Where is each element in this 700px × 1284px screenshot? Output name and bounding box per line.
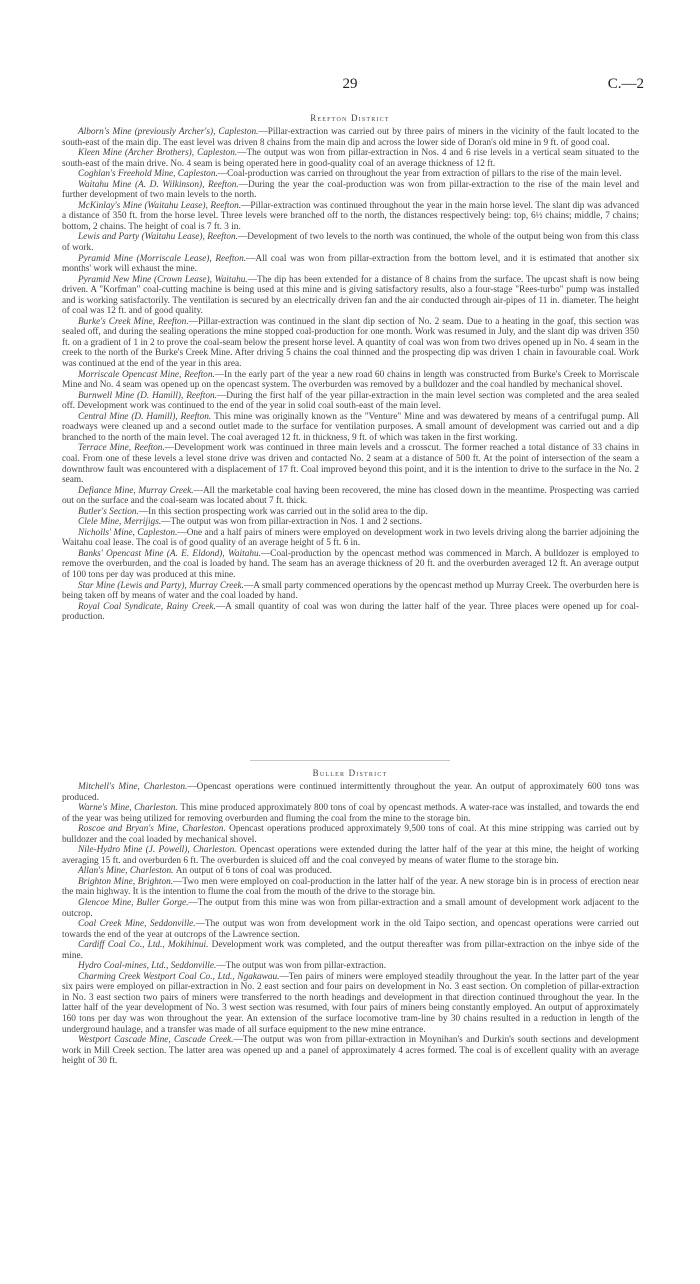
paragraph-text: —Ten pairs of miners were employed steadily throughout the year. In the latter part of the year six pairs were employed on pillar-extraction in No. 2 east section and four pairs on development in No. 3 east section. On completion of pillar-extraction in No. 3 east section two pairs of miners were transferred to the north headings and development in that direction continued throughout the year. In the latter half of the year development of No. 3 west section was resumed, with four pairs of miners being constantly employed. An output of approximately 160 tons per day was won throughout the year. An extension of the surface locomotive tram-line by 30 chains resulted in a reduction in length of the underground haulage, and a transfer was made of all surface equipment to the new mine entrance. [62,971,639,1035]
mine-name: Cardiff Coal Co., Ltd., Mokihinui. [78,940,212,951]
paragraph-text: —One and a half pairs of miners were employed on development work in two levels driving along the barrier adjoining the Waitahu coal lease. The coal is of good quality of an average height of 5 ft. 6 in. [62,527,639,549]
paragraph-text: Opencast operations produced approximately 9,500 tons of coal. At this mine stripping was carried out by bulldozer and the coal loaded by mechanical shovel. [62,824,639,845]
paragraph [62,549,639,581]
mine-name: Burke's Creek Mine, Reefton. [78,316,189,327]
mine-name: Nicholls' Mine, Capleston. [78,527,178,538]
mine-name: Pyramid New Mine (Crown Lease), Waitahu. [78,274,248,285]
paragraph [62,581,639,602]
mine-name: Charming Creek Westport Coal Co., Ltd., Ngakawau. [78,971,280,982]
paragraph-text: —All coal was won from pillar-extraction from the bottom level, and it is estimated that another six months' work will exhaust the mine. [62,253,639,275]
paragraph-text: —The output from this mine was won from pillar-extraction and a small amount of development work adjacent to the outcrop. [62,898,639,919]
paragraph [62,317,639,370]
mine-name: Alborn's Mine (previously Archer's), Capleston. [78,127,259,137]
paragraph-text: This mine produced approximately 800 tons of coal by opencast methods. A water-race was installed, and towards the end of the year was being utilized for removing overburden and fluming the coal from the mine to the storage bin. [62,803,639,824]
section-body-reefton [62,127,639,623]
paragraph-text: —A small party commenced operations by the opencast method up Murray Creek. The overburden here is being taken off by means of water and the coal loaded by hand. [62,580,639,602]
paragraph-text: —Coal-production by the opencast method was commenced in March. A bulldozer is employed to remove the overburden, and the coal is loaded by hand. The seam has an average thickness of 20 ft. and the overburden averaged 12 ft. An average output of 100 tons per day was produced at this mine. [62,548,639,580]
mine-name: Nile-Hydro Mine (J. Powell), Charleston. [78,845,240,856]
paragraph [62,972,639,1035]
paragraph-text: —The output was won from pillar-extraction in Nos. 4 and 6 rise levels in a vertical seam situated to the south-east of the main drive. No. 4 seam is being operated here in good-quality coal of an average thickness of 12 ft. [62,148,639,169]
paragraph-text: —Development of two levels to the north was continued, the whole of the output being won from this class of work. [62,232,639,254]
paragraph-text: —During the first half of the year pillar-extraction in the main level section was completed and the area sealed off. Development work was continued to the end of the year in solid coal south-east of the main level. [62,390,639,412]
mine-name: Kleen Mine (Archer Brothers), Capleston. [78,148,238,159]
paragraph-text: —In the early part of the year a new road 60 chains in length was constructed from Burke's Creek to Morriscale Mine and No. 4 seam was opened up on the opencast system. The overburden was removed by a bulldozer and the coal handled by mechanical shovel. [62,369,639,391]
mine-name: Coghlan's Freehold Mine, Capleston. [78,169,218,180]
mine-name: Royal Coal Syndicate, Rainy Creek. [78,601,216,612]
paragraph [62,961,639,972]
section-heading-reefton: Reefton District [310,113,390,123]
paragraph-text: This mine was originally known as the "Venture" Mine and was dewatered by means of a centrifugal pump. All roadways were cleaned up and a second outlet made to the surface for ventilation purposes. A small amount of development was carried out and a dip branched to the north of the main level. The coal averaged 12 ft. in thickness, 9 ft. of which was taken in the first working. [62,411,639,443]
mine-name: Hydro Coal-mines, Ltd., Seddonville. [78,961,217,972]
section-heading-buller: Buller District [312,768,388,778]
mine-name: Morriscale Opencast Mine, Reefton. [78,369,215,380]
paragraph [62,940,639,961]
page-code: C.—2 [607,76,644,92]
paragraph [62,391,639,412]
paragraph-text: —The output was won from pillar-extraction in Nos. 1 and 2 sections. [161,517,423,528]
mine-name: Lewis and Party (Waitahu Lease), Reefton. [78,232,238,243]
mine-name: Banks' Opencast Mine (A. E. Eldond), Waitahu. [78,548,261,559]
paragraph-text: —In this section prospecting work was carried out in the solid area to the dip. [138,506,428,517]
mine-name: Waitahu Mine (A. D. Wilkinson), Reefton. [78,179,239,190]
mine-name: Central Mine (D. Hamill), Reefton. [78,411,215,422]
paragraph [62,517,639,528]
paragraph [62,275,639,317]
paragraph-text: —Pillar-extraction was continued throughout the year in the main horse level. The slant dip was advanced a distance of 350 ft. from the horse level. Three levels were branched off to the north, the distances respectively being: top, 6½ chains; middle, 7 chains; bottom, 2 chains. The height of coal is 7 ft. 3 in. [62,200,639,232]
paragraph [62,486,639,507]
page-number: 29 [342,76,358,92]
paragraph-text: —Coal-production was carried on throughout the year from extraction of pillars to the rise of the main level. [217,169,622,180]
mine-name: Allan's Mine, Charleston. [78,866,176,877]
paragraph [62,232,639,253]
mine-name: Pyramid Mine (Morriscale Lease), Reefton. [78,253,247,264]
paragraph [62,919,639,940]
paragraph [62,528,639,549]
section-divider [250,760,450,761]
mine-name: Coal Creek Mine, Seddonville. [78,919,196,930]
paragraph-text: —The output was won from pillar-extraction. [216,961,387,972]
paragraph-text: —Pillar-extraction was continued in the slant dip section of No. 2 seam. Due to a heating in the goaf, this section was sealed off, and during the sealing operations the mine stopped coal-production for one month. Work was resumed in July, and the slant dip was driven 350 ft. on a gradient of 1 in 2 to prove the coal-seam below the present horse level. A quantity of coal was won from two drives opened up in No. 4 seam in the creek to the north of the Burke's Creek Mine. After driving 5 chains the coal thinned and the prospecting dip was driven 1 chain in favourable coal. Work was continued at the end of the year in this area. [62,316,639,370]
paragraph [62,443,639,485]
paragraph-text: —The output was won from pillar-extraction in Moynihan's and Durkin's south sections and development work in Mill Creek section. The latter area was opened up and a panel of approximately 4 acres formed. The coal is of excellent quality with an average height of 30 ft. [62,1035,639,1067]
paragraph [62,866,639,877]
paragraph-text: —Pillar-extraction was carried out by three pairs of miners in the vicinity of the fault located to the south-east of the main dip. The east level was driven 8 chains from the main dip and across the lower side of Doran's old mine in 9 ft. of good coal. [62,127,639,148]
paragraph-text: —Development work was continued in three main levels and a crosscut. The former reached a total distance of 33 chains in coal. From one of these levels a level stone drive was driven and contacted No. 2 seam at a distance of 500 ft. At the point of intersection of the seam a downthrow fault was encountered with a displacement of 17 ft. Coal improved beyond this point, and it is the intention to drive to the surface in the No. 2 seam. [62,443,640,486]
paragraph-text: —Two men were employed on coal-production in the latter half of the year. A new storage bin is in process of erection near the main highway. It is the intention to flume the coal from the mouth of the drive to the storage bin. [62,876,640,898]
paragraph [62,803,639,824]
paragraph [62,1035,639,1067]
mine-name: Star Mine (Lewis and Party), Murray Creek. [78,580,244,591]
paragraph [62,845,639,866]
mine-name: Brighton Mine, Brighton. [78,876,174,887]
mine-name: Westport Cascade Mine, Cascade Creek. [78,1035,234,1046]
paragraph [62,370,639,391]
mine-name: McKinlay's Mine (Waitahu Lease), Reefton. [78,200,242,211]
paragraph [62,507,639,518]
paragraph-text: —The output was won from development work in the old Taipo section, and opencast operations were carried out towards the end of the year at outcrops of the Lawrence section. [62,919,639,940]
paragraph-text: An output of 6 tons of coal was produced. [175,866,333,877]
paragraph [62,824,639,845]
mine-name: Roscoe and Bryan's Mine, Charleston. [78,824,230,835]
paragraph [62,180,639,201]
paragraph-text: —During the year the coal-production was won from pillar-extraction to the rise of the main level and further development of two main levels to the north. [62,179,639,201]
paragraph [62,148,639,169]
paragraph [62,782,639,803]
mine-name: Burnwell Mine (D. Hamill), Reefton. [78,390,217,401]
paragraph-text: Opencast operations were extended during the latter half of the year at this mine, the height of working averaging 15 ft. and overburden 6 ft. The overburden is sluiced off and the coal conveyed by means of water flume to the storage bin. [62,845,639,866]
mine-name: Warne's Mine, Charleston. [78,803,181,814]
paragraph-text: —All the marketable coal having been recovered, the mine has closed down in the meantime. Prospecting was carried out on the surface and the coal-seam was located about 7 ft. thick. [62,485,639,507]
paragraph-text: —The dip has been extended for a distance of 8 chains from the surface. The upcast shaft is now being driven. A "Korfman" coal-cutting machine is being used at this mine and is giving satisfactory results, also a four-stage "Rees-turbo" pump was installed and is working satisfactorily. The ventilation is secured by an electrically driven fan and the air conducted through air-pipes of 11 in. diameter. The height of coal was 12 ft. and of good quality. [62,274,639,317]
paragraph-text: —Opencast operations were continued intermittently throughout the year. An output of approximately 600 tons was produced. [62,782,639,803]
mine-name: Terrace Mine, Reefton. [78,443,165,454]
paragraph [62,602,639,623]
paragraph [62,169,639,180]
paragraph-text: Development work was completed, and the output thereafter was from pillar-extraction on the inbye side of the mine. [62,940,639,961]
mine-name: Butler's Section. [78,506,139,517]
section-body-buller [62,782,639,1067]
paragraph-text: —A small quantity of coal was won during the latter half of the year. Three places were opened up for coal-production. [62,601,640,623]
mine-name: Defiance Mine, Murray Creek. [78,485,194,496]
mine-name: Glencoe Mine, Buller Gorge. [78,898,189,909]
paragraph [62,898,639,919]
paragraph [62,127,639,148]
mine-name: Clele Mine, Merrijigs. [78,517,162,528]
paragraph [62,877,639,898]
mine-name: Mitchell's Mine, Charleston. [78,782,188,792]
paragraph [62,254,639,275]
paragraph [62,201,639,233]
paragraph [62,412,639,444]
